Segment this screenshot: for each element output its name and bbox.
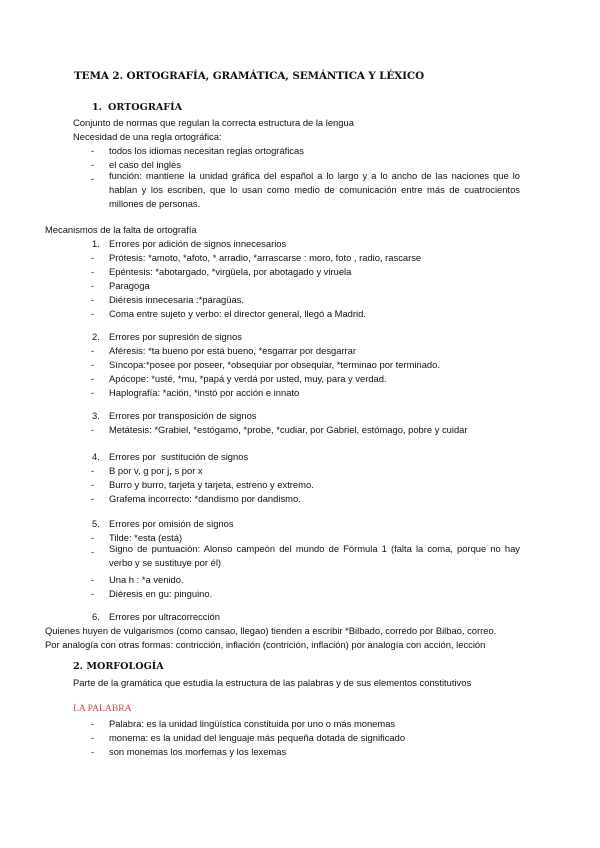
section-heading-text: MORFOLOGÍA <box>86 661 164 672</box>
group-number: 6. <box>92 611 100 622</box>
group-number: 5. <box>92 518 100 529</box>
list-item: Grafema incorrecto: *dandismo por dandismo. <box>109 493 301 504</box>
list-item: Coma entre sujeto y verbo: el director general, llegó a Madrid. <box>109 308 366 319</box>
page-title: TEMA 2. ORTOGRAFÍA, GRAMÁTICA, SEMÁNTICA Y LÉXICO <box>74 70 425 82</box>
bullet-dash: - <box>91 493 95 504</box>
list-item: el caso del inglés <box>109 159 181 170</box>
bullet-dash: - <box>91 252 95 263</box>
bullet-dash: - <box>91 173 95 184</box>
bullet-dash: - <box>91 308 95 319</box>
list-item: Apócope: *usté, *mu, *papá y verdá por usted, muy, para y verdad. <box>109 373 387 384</box>
list-item: B por v, g por j, s por x <box>109 465 203 476</box>
morfologia-definition: Parte de la gramática que estudia la estructura de las palabras y de sus elementos constitutivos <box>73 677 472 688</box>
section-heading-morfologia <box>73 661 164 672</box>
bullet-dash: - <box>91 546 95 557</box>
necesidad-label: Necesidad de una regla ortográfica: <box>73 131 222 142</box>
mecanismos-label: Mecanismos de la falta de ortografía <box>45 224 197 235</box>
group-number: 2. <box>92 331 100 342</box>
list-item: Epéntesis: *abotargado, *virgüela, por abotagado y viruela <box>109 266 352 277</box>
bullet-dash: - <box>91 266 95 277</box>
list-item: son monemas los morfemas y los lexemas <box>109 746 287 757</box>
list-item: Tilde: *esta (está) <box>109 532 183 543</box>
group-number: 4. <box>92 451 100 462</box>
list-item: Aféresis: *ta bueno por está bueno, *esgarrar por desgarrar <box>109 345 357 356</box>
group-title: Errores por supresión de signos <box>109 331 242 342</box>
list-item: Una h : *a venido. <box>109 574 184 585</box>
bullet-dash: - <box>91 387 95 398</box>
list-item: Burro y burro, tarjeta y tarjeta, estreno y extremo. <box>109 479 314 490</box>
bullet-dash: - <box>91 718 95 729</box>
list-item: monema: es la unidad del lenguaje más pequeña dotada de significado <box>109 732 406 743</box>
bullet-dash: - <box>91 532 95 543</box>
bullet-dash: - <box>91 479 95 490</box>
group-title: Errores por transposición de signos <box>109 410 257 421</box>
closing-line: Quienes huyen de vulgarismos (como cansao, llegao) tienden a escribir *Bilbado, corredo por Bilbao, correo. <box>45 625 497 636</box>
closing-line: Por analogía con otras formas: contricción, inflación (contrición, inflación) por analogía con acción, lección <box>45 639 486 650</box>
section-heading-ortografia <box>92 102 182 113</box>
list-item: Haplografía: *ación, *instó por acción e innato <box>109 387 300 398</box>
group-title: Errores por sustitución de signos <box>109 451 249 462</box>
bullet-dash: - <box>91 159 95 170</box>
list-item: Síncopa:*posee por poseer, *obsequiar por obsequiar, *terminao por terminado. <box>109 359 440 370</box>
ortografia-definition: Conjunto de normas que regulan la correcta estructura de la lengua <box>73 117 354 128</box>
list-item: Signo de puntuación: Alonso campeón del mundo de Fórmula 1 (falta la coma, porque no hay verbo y se sustituye por él) <box>109 543 520 568</box>
bullet-dash: - <box>91 145 95 156</box>
section-number: 1. <box>92 102 103 113</box>
bullet-dash: - <box>91 574 95 585</box>
group-number: 3. <box>92 410 100 421</box>
list-item: función: mantiene la unidad gráfica del español a lo largo y a lo ancho de las naciones que lo hablan y los escriben, que lo usan como medio de comunicación entre más de cuatrocientos millones de personas. <box>109 170 520 209</box>
list-item: Prótesis: *amoto, *afoto, * arradio, *arrascarse : moro, foto , radio, rascarse <box>109 252 422 263</box>
bullet-dash: - <box>91 294 95 305</box>
section-number: 2. <box>73 661 84 672</box>
group-title: Errores por ultracorrección <box>109 611 220 622</box>
group-title: Errores por omisión de signos <box>109 518 234 529</box>
bullet-dash: - <box>91 746 95 757</box>
bullet-dash: - <box>91 373 95 384</box>
bullet-dash: - <box>91 732 95 743</box>
bullet-dash: - <box>91 465 95 476</box>
list-item: Paragoga <box>109 280 150 291</box>
bullet-dash: - <box>91 424 95 435</box>
bullet-dash: - <box>91 588 95 599</box>
list-item: todos los idiomas necesitan reglas ortográficas <box>109 145 304 156</box>
group-title: Errores por adición de signos innecesarios <box>109 238 287 249</box>
bullet-dash: - <box>91 359 95 370</box>
group-number: 1. <box>92 238 100 249</box>
bullet-dash: - <box>91 345 95 356</box>
bullet-dash: - <box>91 280 95 291</box>
list-item: Diéresis innecesaria :*paragüas. <box>109 294 244 305</box>
section-heading-text: ORTOGRAFÍA <box>108 102 183 113</box>
list-item: Palabra: es la unidad lingüística constituida por uno o más monemas <box>109 718 396 729</box>
list-item: Diéresis en gu: pinguino. <box>109 588 213 599</box>
list-item: Metátesis: *Grabiel, *estógamo, *probe, *cudiar, por Gabriel, estómago, pobre y cuidar <box>109 424 468 435</box>
subheading-la-palabra: LA PALABRA <box>73 703 132 714</box>
